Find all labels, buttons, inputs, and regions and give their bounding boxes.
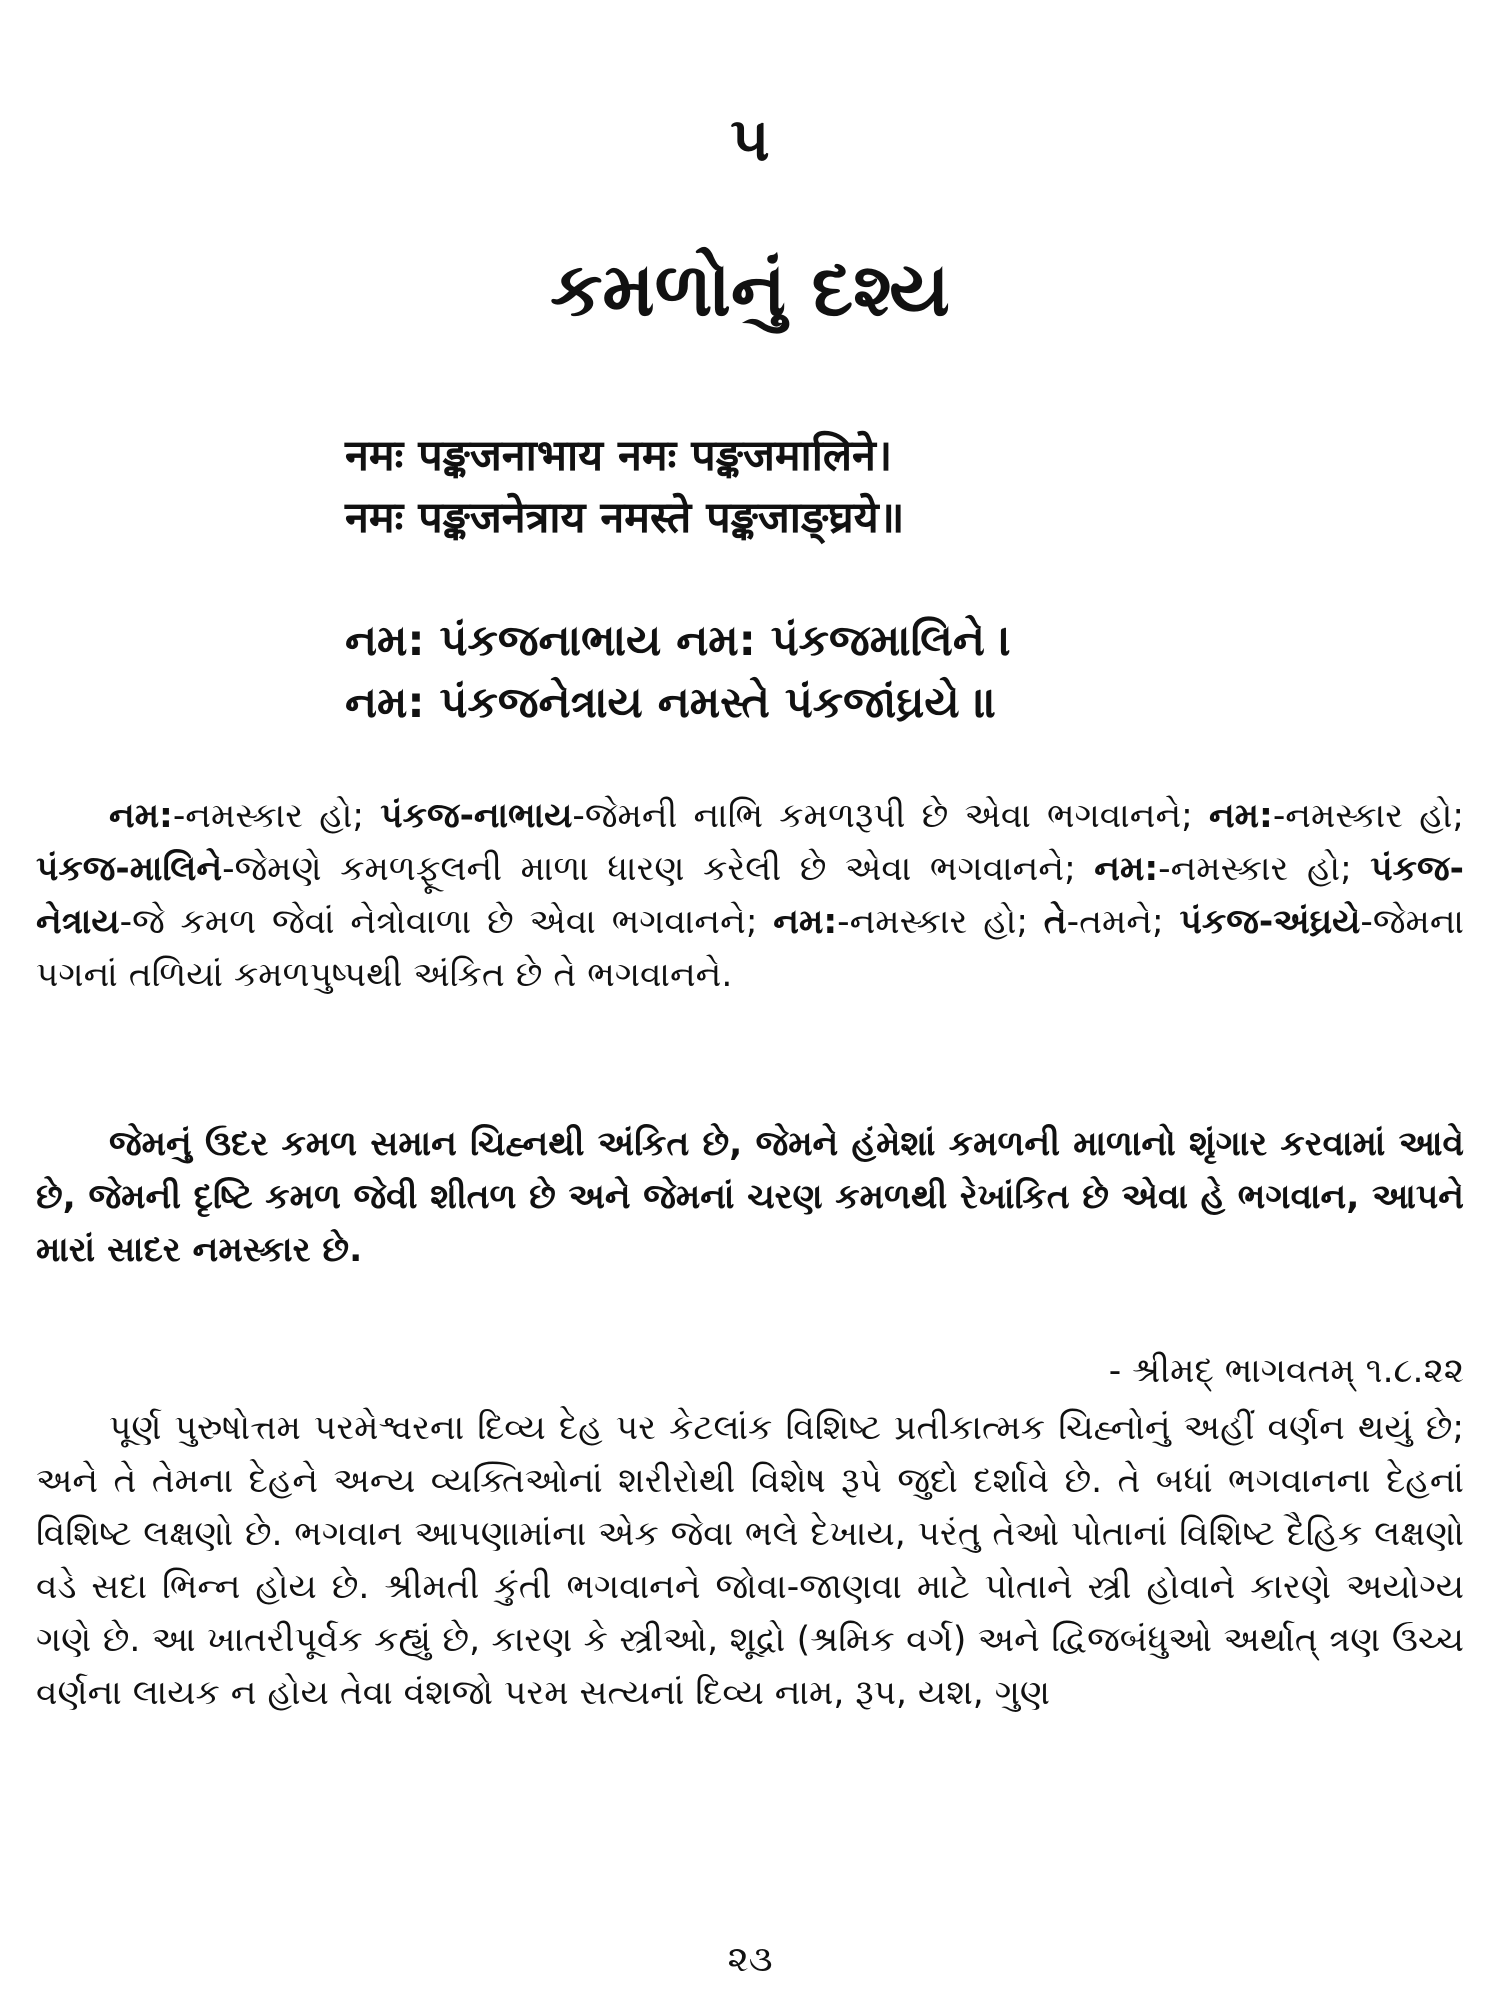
synonym-meaning: -જેમના પગનાં તળિયાં કમળપુષ્પથી અંકિત છે તે ભગવાનને. bbox=[36, 902, 1464, 995]
synonym-term: નમ: bbox=[1208, 796, 1273, 836]
synonym-meaning: -નમસ્કાર હો; bbox=[1158, 849, 1371, 889]
synonym-meaning: -તમને; bbox=[1066, 902, 1180, 942]
verse-transliteration-line: નમ: પંકજનાભાય નમ: પંકજમાલિને । bbox=[345, 616, 1012, 666]
verse-sanskrit-line: नमः पङ्कजनेत्राय नमस्ते पङ्कजाङ्घ्रये॥ bbox=[345, 493, 905, 543]
scripture-reference: - શ્રીમદ્ ભાગવતમ્ ૧.૮.૨૨ bbox=[1108, 1351, 1464, 1391]
chapter-title: કમળોનું દશ્ય bbox=[550, 247, 950, 333]
synonym-meaning: -જે કમળ જેવાં નેત્રોવાળા છે એવા ભગવાનને; bbox=[119, 902, 774, 942]
synonym-term: પંકજ-માલિને bbox=[36, 849, 223, 889]
synonym-term: તે bbox=[1043, 902, 1067, 942]
verse-sanskrit bbox=[345, 425, 1405, 549]
verse-transliteration-line: નમ: પંકજનેત્રાય નમસ્તે પંકજાંઘ્રયે ॥ bbox=[345, 678, 998, 728]
chapter-number: ૫ bbox=[730, 105, 770, 175]
synonym-term: પંકજ-નાભાય bbox=[380, 796, 573, 836]
synonym-meaning: -જેમણે કમળફૂલની માળા ધારણ કરેલી છે એવા ભગવાનને; bbox=[222, 849, 1095, 889]
synonym-term: નમ: bbox=[773, 902, 838, 942]
verse-transliteration bbox=[345, 610, 1405, 734]
synonym-term: નમ: bbox=[109, 796, 173, 836]
synonym-meaning: -નમસ્કાર હો; bbox=[837, 902, 1044, 942]
verse-sanskrit-line: नमः पङ्कजनाभाय नमः पङ्कजमालिने। bbox=[345, 431, 893, 481]
synonym-meaning: -નમસ્કાર હો; bbox=[1272, 796, 1464, 836]
word-for-word-translation bbox=[36, 790, 1464, 1002]
purport-paragraph: પૂર્ણ પુરુષોત્તમ પરમેશ્વરના દિવ્ય દેહ પર કેટલાંક વિશિષ્ટ પ્રતીકાત્મક ચિહ્નોનું અહીં વર્ણન થયું છે; અને તે તેમના દેહને અન્ય વ્યક્તિઓનાં શરીરોથી વિશેષ રૂપે જુદો દર્શાવે છે. તે બધાં ભગવાનના દેહનાં વિશિષ્ટ લક્ષણો છે. ભગવાન આપણામાંના એક જેવા ભલે દેખાય, પરંતુ તેઓ પોતાનાં વિશિષ્ટ દૈહિક લક્ષણો વડે સદા ભિન્ન હોય છે. શ્રીમતી કુંતી ભગવાનને જોવા-જાણવા માટે પોતાને સ્ત્રી હોવાને કારણે અયોગ્ય ગણે છે. આ ખાતરીપૂર્વક કહ્યું છે, કારણ કે સ્ત્રીઓ, શૂદ્રો (શ્રમિક વર્ગ) અને દ્વિજબંધુઓ અર્થાત્ ત્રણ ઉચ્ચ વર્ણના લાયક ન હોય તેવા વંશજો પરમ સત્યનાં દિવ્ય નામ, રૂપ, યશ, ગુણ bbox=[36, 1408, 1464, 1713]
page-number: ૨૩ bbox=[727, 1939, 773, 1980]
synonym-term: પંકજ-અંઘ્રયે bbox=[1179, 902, 1361, 942]
synonym-term: પંકજ-નેત્રાય bbox=[36, 849, 1464, 942]
synonym-meaning: -જેમની નાભિ કમળરૂપી છે એવા ભગવાનને; bbox=[572, 796, 1209, 836]
verse-translation: જેમનું ઉદર કમળ સમાન ચિહ્નથી અંકિત છે, જેમને હંમેશાં કમળની માળાનો શૃંગાર કરવામાં આવે છે, જેમની દૃષ્ટિ કમળ જેવી શીતળ છે અને જેમનાં ચરણ કમળથી રેખાંકિત છે એવા હે ભગવાન, આપને મારાં સાદર નમસ્કાર છે. bbox=[36, 1124, 1464, 1270]
synonym-term: નમ: bbox=[1094, 849, 1159, 889]
synonym-meaning: -નમસ્કાર હો; bbox=[172, 796, 381, 836]
